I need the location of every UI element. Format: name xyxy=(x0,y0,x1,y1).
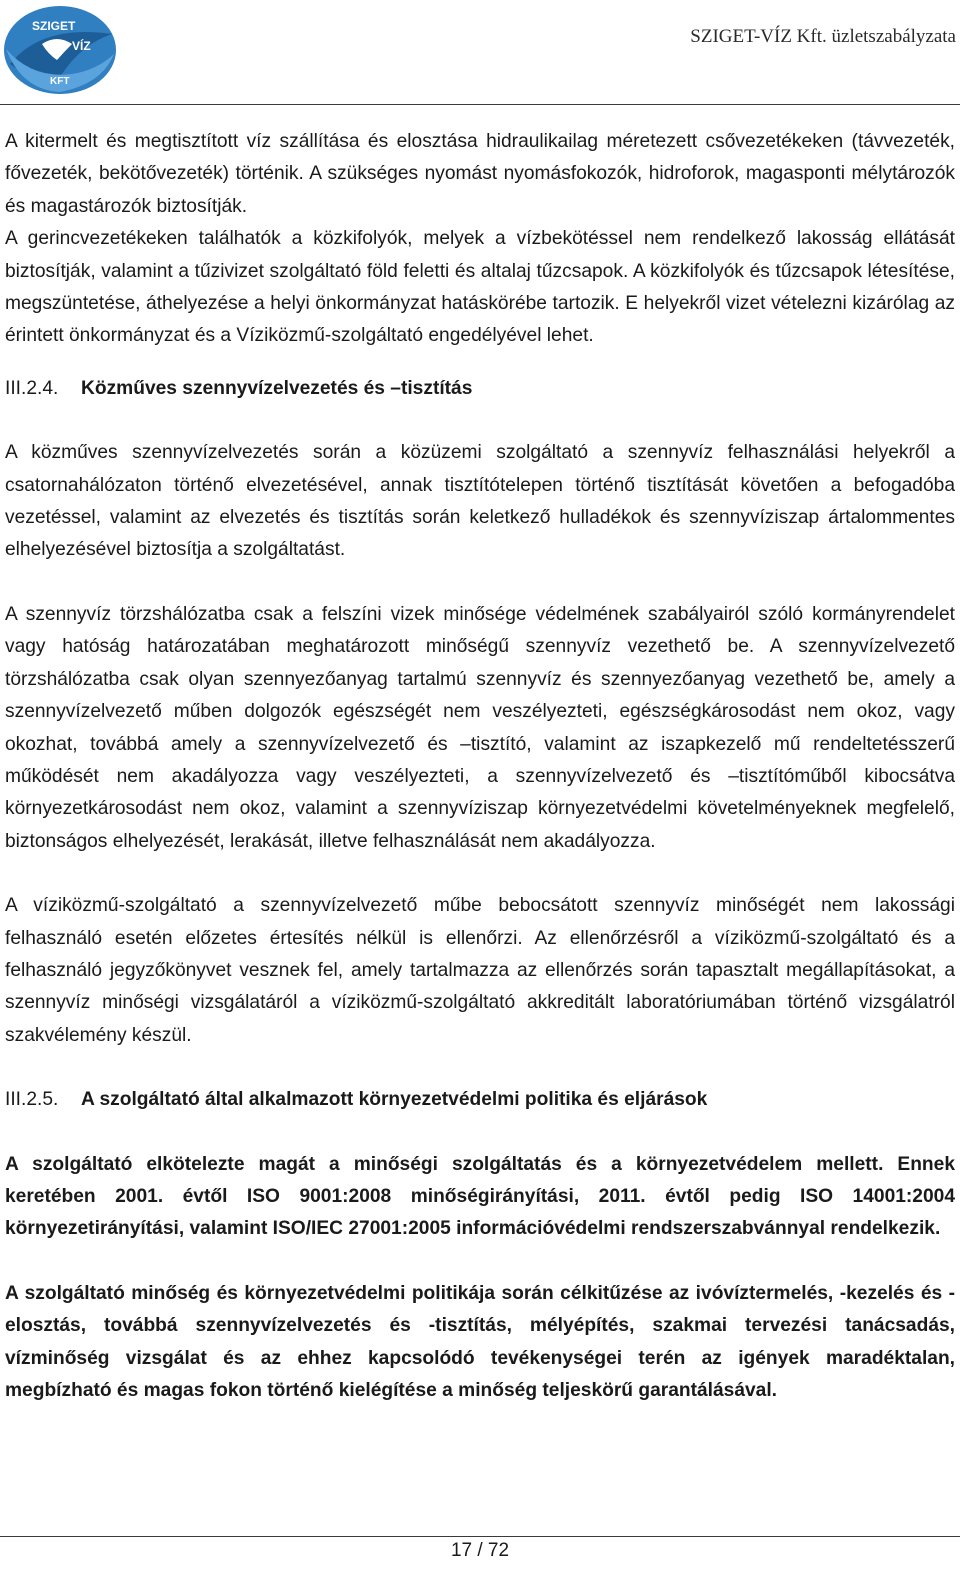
footer-divider xyxy=(0,1536,960,1537)
section-number: III.2.4. xyxy=(5,377,59,399)
svg-text:SZIGET: SZIGET xyxy=(32,19,76,33)
header-divider xyxy=(0,104,960,105)
section-number: III.2.5. xyxy=(5,1089,59,1111)
paragraph-bold: A szolgáltató minőség és környezetvédelmi politikája során célkitűzése az ivóvíztermelés, -kezelés és -elosztás, továbbá szennyvízelvezetés és -tisztítás, mélyépítés, szakmai tervezési tanácsadás, vízminőség vizsgálat és az ehhez kapcsolódó tevékenységei terén az igények maradéktalan, megbízható és magas fokon történő kielégítése a minőség teljeskörű garantálásával. xyxy=(5,1282,955,1401)
page-header xyxy=(0,0,960,106)
sziget-viz-logo xyxy=(2,4,120,96)
section-title: A szolgáltató által alkalmazott környezetvédelmi politika és eljárások xyxy=(81,1089,708,1111)
section-heading xyxy=(5,373,955,405)
page-number: 17 / 72 xyxy=(450,1540,510,1561)
svg-text:KFT: KFT xyxy=(50,76,70,87)
svg-text:VÍZ: VÍZ xyxy=(72,39,91,53)
paragraph-bold: A szolgáltató elkötelezte magát a minőségi szolgáltatás és a környezetvédelem mellett. Ennek keretében 2001. évtől ISO 9001:2008 minőségirányítási, 2011. évtől pedig ISO 14001:2004 környezetirányítási, valamint ISO/IEC 27001:2005 információvédelmi rendszerszabvánnyal rendelkezik. xyxy=(5,1153,955,1240)
paragraph: A szennyvíz törzshálózatba csak a felszíni vizek minősége védelmének szabályairól szóló kormányrendelet vagy hatóság határozatában meghatározott minőségű szennyvíz vezethető be. A szennyvízelvezető törzshálózatba csak olyan szennyezőanyag tartalmú szennyvíz és szennyezőanyag vezethető be, amely a szennyvízelvezető műben dolgozók egészségét nem veszélyezteti, egészségkárosodást nem okoz, vagy okozhat, továbbá amely a szennyvízelvezető és –tisztító, valamint az iszapkezelő mű rendeltetésszerű működését nem akadályozza vagy veszélyezteti, a szennyvízelvezető és –tisztítóműből kibocsátva környezetkárosodást nem okoz, valamint a szennyvíziszap környezetvédelmi követelményeknek megfelelő, biztonságos elhelyezését, lerakását, illetve felhasználását nem akadályozza. xyxy=(5,603,955,852)
document-title: SZIGET-VÍZ Kft. üzletszabályzata xyxy=(690,26,956,47)
paragraph: A víziközmű-szolgáltató a szennyvízelvezető műbe bebocsátott szennyvíz minőségét nem lakossági felhasználó esetén előzetes értesítés nélkül is ellenőrzi. Az ellenőrzésről a víziközmű-szolgáltató és a felhasználó jegyzőkönyvet vesznek fel, amely tartalmazza az ellenőrzés során tapasztalt megállapításokat, a szennyvíz minőségi vizsgálatáról a víziközmű-szolgáltató akkreditált laboratóriumában történő vizsgálatról szakvélemény készül. xyxy=(5,895,955,1046)
section-title: Közműves szennyvízelvezetés és –tisztítás xyxy=(81,377,473,399)
section-heading xyxy=(5,1084,955,1116)
paragraph: A gerincvezetékeken találhatók a közkifolyók, melyek a vízbekötéssel nem rendelkező lakosság ellátását biztosítják, valamint a tűzivizet szolgáltató föld feletti és altalaj tűzcsapok. A közkifolyók és tűzcsapok létesítése, megszüntetése, áthelyezése a helyi önkormányzat hatáskörébe tartozik. E helyekről vizet vételezni kizárólag az érintett önkormányzat és a Víziközmű-szolgáltató engedélyével lehet. xyxy=(5,228,955,347)
document-body xyxy=(5,126,955,1407)
paragraph: A kitermelt és megtisztított víz szállítása és elosztása hidraulikailag méretezett csővezetékeken (távvezeték, fővezeték, bekötővezeték) történik. A szükséges nyomást nyomásfokozók, hidroforok, magasponti mélytározók és magastározók biztosítják. xyxy=(5,131,955,217)
paragraph: A közműves szennyvízelvezetés során a közüzemi szolgáltató a szennyvíz felhasználási helyekről a csatornahálózaton történő elvezetésével, annak tisztítótelepen történő tisztítását követően a befogadóba vezetéssel, valamint az elvezetés és tisztítás során keletkező hulladékok és szennyvíziszap ártalommentes elhelyezésével biztosítja a szolgáltatást. xyxy=(5,442,955,561)
